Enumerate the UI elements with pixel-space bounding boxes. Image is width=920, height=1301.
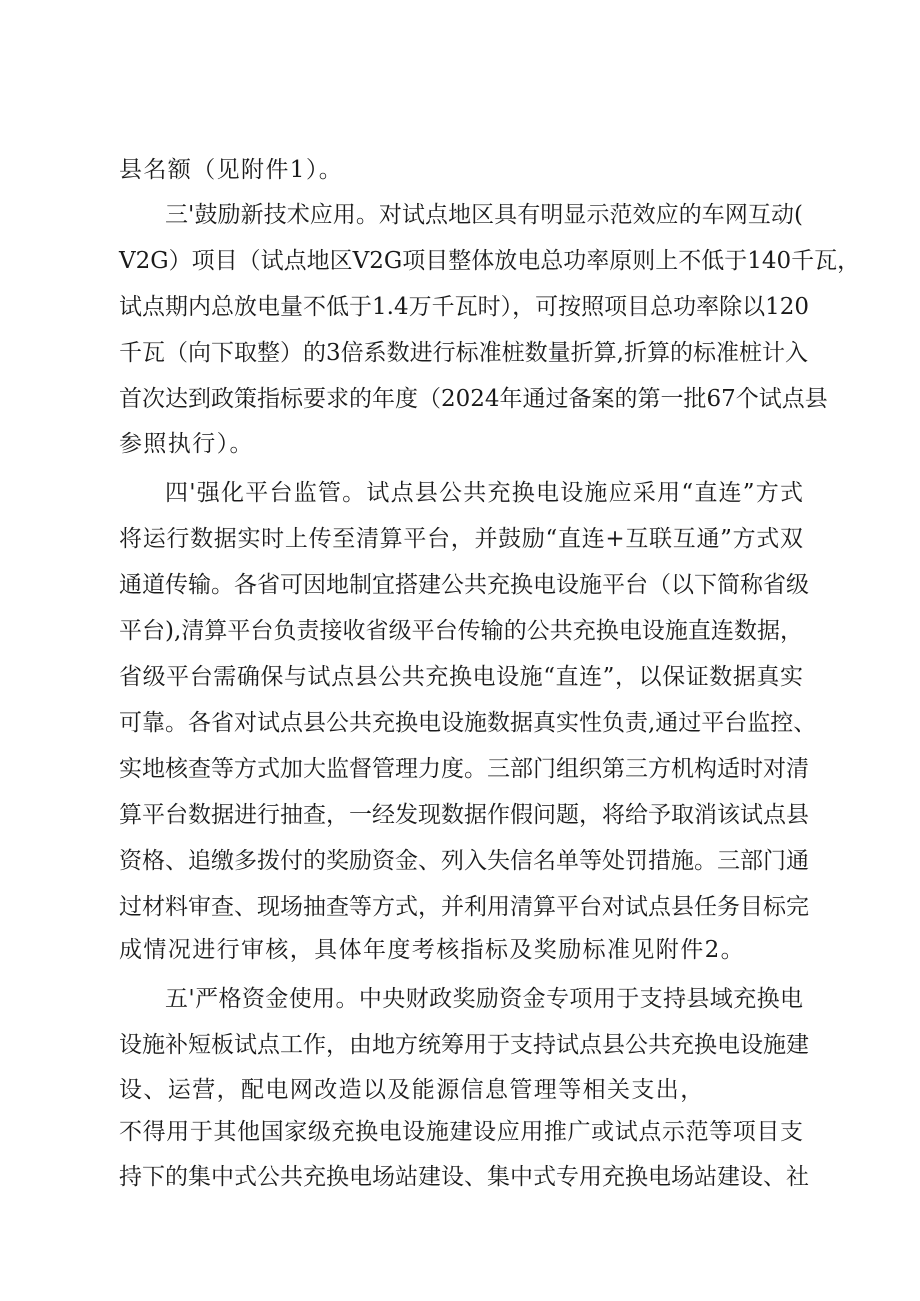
text-line: V2G）项目（试点地区V2G项目整体放电总功率原则上不低于140千瓦， [119,248,861,274]
text-line: 资格、追缴多拨付的奖励资金、列入失信名单等处罚措施。三部门通 [119,848,809,874]
text-line: 参照执行）。 [119,431,254,457]
text-line: 通道传输。各省可因地制宜搭建公共充换电设施平台（以下简称省级 [119,572,809,598]
text-line: 设、运营，配电网改造以及能源信息管理等相关支出， [119,1077,705,1103]
text-line: 实地核查等方式加大监督管理力度。三部门组织第三方机构适时对清 [119,756,809,782]
text-line: 平台),清算平台负责接收省级平台传输的公共充换电设施直连数据， [119,618,803,644]
text-line: 设施补短板试点工作，由地方统筹用于支持试点县公共充换电设施建 [119,1032,809,1058]
text-line: 可靠。各省对试点县公共充换电设施数据真实性负责,通过平台监控、 [119,710,817,736]
section-heading-four: 四'强化平台监管。试点县公共充换电设施应采用“直连”方式 [165,480,803,506]
text-line: 县名额（见附件1）。 [119,157,344,183]
text-line: 首次达到政策指标要求的年度（2024年通过备案的第一批67个试点县 [119,386,828,412]
text-line: 持下的集中式公共充换电场站建设、集中式专用充换电场站建设、社 [119,1164,809,1190]
text-line: 算平台数据进行抽查，一经发现数据作假问题，将给予取消该试点县 [119,802,809,828]
text-line: 成情况进行审核，具体年度考核指标及奖励标准见附件2。 [119,937,746,963]
text-line: 省级平台需确保与试点县公共充换电设施“直连”，以保证数据真实 [119,664,803,690]
text-line: 不得用于其他国家级充换电设施建设应用推广或试点示范等项目支 [119,1119,803,1145]
text-line: 将运行数据实时上传至清算平台，并鼓励“直连+互联互通”方式双 [119,526,803,552]
section-heading-three: 三'鼓励新技术应用。对试点地区具有明显示范效应的车网互动( [165,202,803,228]
text-line: 试点期内总放电量不低于1.4万千瓦时），可按照项目总功率除以120 [119,294,809,320]
section-heading-five: 五'严格资金使用。中央财政奖励资金专项用于支持县域充换电 [165,986,803,1012]
text-line: 过材料审查、现场抽查等方式，并利用清算平台对试点县任务目标完 [119,894,809,920]
text-line: 千瓦（向下取整）的3倍系数进行标准桩数量折算,折算的标准桩计入 [119,340,808,366]
